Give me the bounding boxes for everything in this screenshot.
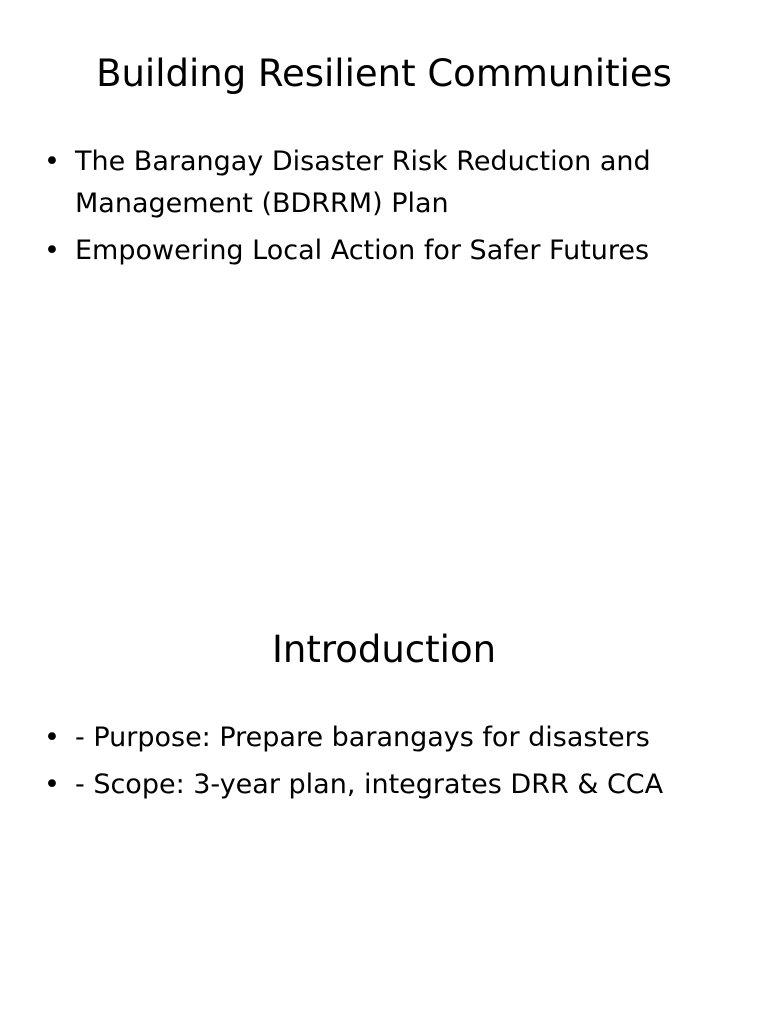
bullet-icon: • (44, 146, 60, 177)
bullet-text: - Purpose: Prepare barangays for disasters (75, 722, 650, 753)
list-item (0, 141, 768, 225)
bullet-icon: • (44, 769, 60, 800)
bullet-icon: • (44, 235, 60, 266)
bullet-text: Empowering Local Action for Safer Futures (75, 235, 650, 266)
bullet-list (0, 717, 768, 811)
list-item (0, 230, 768, 272)
slide-title: Building Resilient Communities (96, 52, 672, 95)
list-item (0, 764, 768, 806)
list-item (0, 717, 768, 759)
bullet-icon: • (44, 722, 60, 753)
bullet-text: - Scope: 3-year plan, integrates DRR & CCA (75, 769, 664, 800)
slide-2 (0, 576, 768, 1024)
slide-title: Introduction (271, 628, 497, 671)
bullet-text: The Barangay Disaster Risk Reduction and Management (BDRRM) Plan (75, 146, 651, 219)
bullet-list (0, 141, 768, 277)
